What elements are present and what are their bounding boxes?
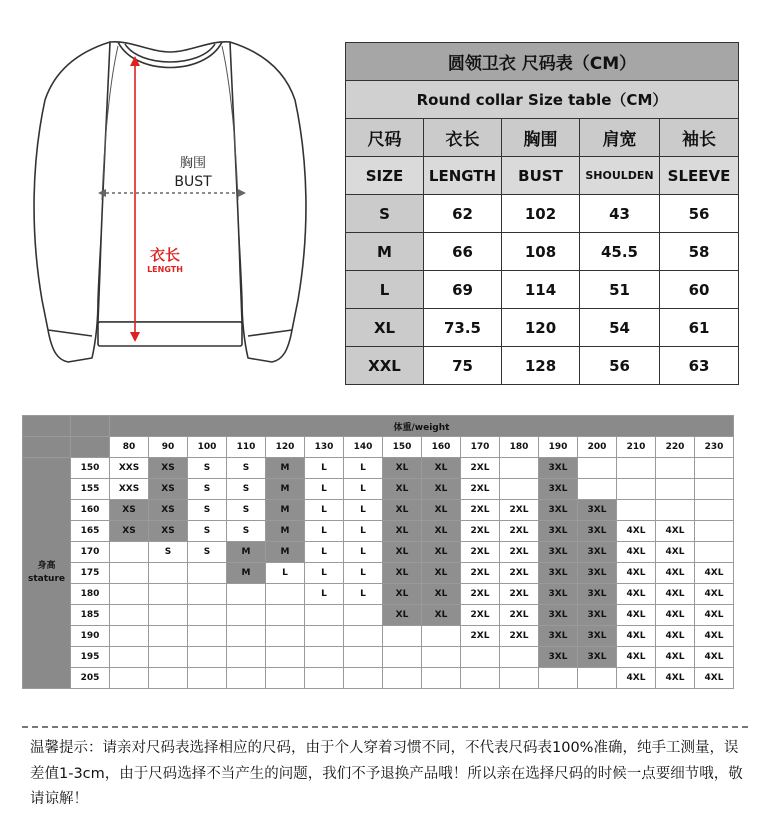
grid-cell: [188, 626, 227, 647]
grid-cell: XXS: [110, 458, 149, 479]
size-value: 54: [580, 309, 660, 347]
grid-row: [23, 563, 734, 584]
grid-cell: [110, 647, 149, 668]
grid-row: [23, 521, 734, 542]
weight-value: 100: [188, 437, 227, 458]
grid-cell: [500, 479, 539, 500]
grid-cell: 4XL: [617, 626, 656, 647]
grid-cell: 2XL: [500, 500, 539, 521]
grid-row: [23, 458, 734, 479]
size-value: 45.5: [580, 233, 660, 271]
grid-cell: 2XL: [461, 563, 500, 584]
grid-cell: 4XL: [695, 668, 734, 689]
grid-cell: 3XL: [539, 584, 578, 605]
grid-cell: [266, 626, 305, 647]
grid-cell: XL: [422, 458, 461, 479]
grid-cell: XL: [422, 563, 461, 584]
grid-cell: S: [227, 521, 266, 542]
grid-cell: S: [149, 542, 188, 563]
grid-cell: XL: [383, 563, 422, 584]
grid-cell: [149, 647, 188, 668]
grid-cell: M: [227, 542, 266, 563]
grid-cell: 4XL: [656, 626, 695, 647]
grid-cell: [422, 626, 461, 647]
grid-cell: S: [188, 500, 227, 521]
size-value: 60: [660, 271, 739, 309]
grid-cell: XL: [422, 500, 461, 521]
grid-cell: [383, 626, 422, 647]
grid-cell: [266, 668, 305, 689]
waistband: [98, 322, 242, 346]
grid-cell: [461, 668, 500, 689]
grid-cell: 3XL: [539, 479, 578, 500]
grid-cell: 4XL: [656, 605, 695, 626]
grid-cell: 4XL: [617, 584, 656, 605]
weight-value: 80: [110, 437, 149, 458]
grid-cell: [305, 605, 344, 626]
grid-cell: [344, 626, 383, 647]
grid-cell: [227, 605, 266, 626]
height-value: 170: [71, 542, 110, 563]
grid-cell: S: [188, 542, 227, 563]
sweater-diagram: [0, 0, 345, 390]
grid-cell: 3XL: [539, 500, 578, 521]
size-value: 102: [502, 195, 580, 233]
grid-cell: XXS: [110, 479, 149, 500]
size-value: 56: [660, 195, 739, 233]
grid-corner: [23, 416, 71, 437]
grid-cell: [110, 668, 149, 689]
grid-cell: XL: [422, 584, 461, 605]
stature-label-zh: 身高: [37, 561, 56, 571]
height-value: 185: [71, 605, 110, 626]
grid-cell: 4XL: [695, 647, 734, 668]
grid-cell: [188, 647, 227, 668]
grid-cell: XL: [422, 542, 461, 563]
size-value: 120: [502, 309, 580, 347]
grid-cell: [305, 668, 344, 689]
grid-cell: [695, 500, 734, 521]
grid-cell: 4XL: [656, 542, 695, 563]
dashed-divider: [22, 726, 748, 728]
header-zh: 尺码: [346, 119, 424, 157]
grid-cell: XL: [383, 458, 422, 479]
bust-label-en: BUST: [174, 174, 212, 190]
grid-cell: [578, 458, 617, 479]
weight-value: 140: [344, 437, 383, 458]
grid-cell: [656, 458, 695, 479]
header-zh: 肩宽: [580, 119, 660, 157]
grid-cell: [500, 647, 539, 668]
grid-cell: L: [344, 563, 383, 584]
grid-cell: [344, 647, 383, 668]
bust-label-zh: 胸围: [179, 156, 207, 171]
grid-cell: M: [227, 563, 266, 584]
size-value: 73.5: [424, 309, 502, 347]
grid-cell: [188, 584, 227, 605]
grid-cell: 3XL: [539, 563, 578, 584]
length-label-en: LENGTH: [147, 265, 183, 274]
grid-cell: 4XL: [617, 563, 656, 584]
grid-cell: XL: [422, 521, 461, 542]
grid-cell: 2XL: [461, 500, 500, 521]
body: [98, 42, 242, 322]
grid-cell: 4XL: [656, 521, 695, 542]
weight-value: 90: [149, 437, 188, 458]
grid-cell: XS: [149, 521, 188, 542]
grid-cell: [188, 605, 227, 626]
grid-row: [23, 479, 734, 500]
size-row: [346, 271, 739, 309]
size-label: L: [346, 271, 424, 309]
grid-cell: [149, 563, 188, 584]
grid-cell: XL: [422, 605, 461, 626]
size-row: [346, 195, 739, 233]
grid-cell: S: [188, 479, 227, 500]
grid-cell: 4XL: [695, 584, 734, 605]
grid-cell: XL: [383, 479, 422, 500]
size-value: 128: [502, 347, 580, 385]
grid-cell: [344, 668, 383, 689]
grid-cell: [188, 668, 227, 689]
grid-cell: L: [305, 563, 344, 584]
size-row: [346, 233, 739, 271]
grid-cell: [500, 458, 539, 479]
grid-cell: 4XL: [695, 605, 734, 626]
grid-corner: [71, 437, 110, 458]
grid-cell: 3XL: [578, 500, 617, 521]
grid-cell: 4XL: [656, 584, 695, 605]
grid-cell: L: [344, 479, 383, 500]
grid-cell: 2XL: [461, 521, 500, 542]
grid-row: [23, 605, 734, 626]
size-value: 114: [502, 271, 580, 309]
grid-cell: XL: [422, 479, 461, 500]
grid-cell: 4XL: [617, 605, 656, 626]
header-en: SHOULDEN: [580, 157, 660, 195]
grid-cell: 3XL: [578, 647, 617, 668]
grid-cell: 2XL: [500, 605, 539, 626]
size-table-subtitle: Round collar Size table（CM）: [346, 81, 739, 119]
grid-cell: 2XL: [461, 458, 500, 479]
stature-label-en: stature: [28, 574, 65, 584]
grid-cell: 3XL: [578, 521, 617, 542]
grid-cell: XS: [110, 500, 149, 521]
grid-cell: S: [188, 521, 227, 542]
size-value: 58: [660, 233, 739, 271]
grid-cell: XL: [383, 605, 422, 626]
grid-cell: [227, 668, 266, 689]
stature-label: [23, 458, 71, 689]
grid-row: [23, 500, 734, 521]
size-row: [346, 347, 739, 385]
grid-cell: 2XL: [461, 479, 500, 500]
grid-cell: [695, 542, 734, 563]
grid-row: [23, 647, 734, 668]
size-label: S: [346, 195, 424, 233]
height-value: 155: [71, 479, 110, 500]
weight-value: 220: [656, 437, 695, 458]
grid-cell: 4XL: [695, 563, 734, 584]
grid-cell: [110, 563, 149, 584]
grid-cell: 4XL: [617, 542, 656, 563]
weight-value: 150: [383, 437, 422, 458]
grid-cell: M: [266, 542, 305, 563]
size-value: 56: [580, 347, 660, 385]
grid-row: [23, 626, 734, 647]
grid-cell: [656, 500, 695, 521]
grid-cell: M: [266, 521, 305, 542]
grid-cell: [188, 563, 227, 584]
grid-cell: [695, 521, 734, 542]
grid-cell: L: [305, 521, 344, 542]
grid-corner: [23, 437, 71, 458]
height-value: 165: [71, 521, 110, 542]
grid-cell: 3XL: [578, 584, 617, 605]
grid-cell: 4XL: [656, 647, 695, 668]
grid-cell: 2XL: [500, 563, 539, 584]
grid-cell: 2XL: [500, 626, 539, 647]
grid-cell: M: [266, 479, 305, 500]
size-value: 63: [660, 347, 739, 385]
grid-cell: [461, 647, 500, 668]
size-row: [346, 309, 739, 347]
height-value: 175: [71, 563, 110, 584]
grid-cell: L: [344, 542, 383, 563]
grid-cell: M: [266, 500, 305, 521]
header-en: BUST: [502, 157, 580, 195]
grid-cell: [266, 584, 305, 605]
header-en: SIZE: [346, 157, 424, 195]
grid-cell: 3XL: [539, 605, 578, 626]
weight-height-grid: [22, 415, 734, 689]
size-value: 75: [424, 347, 502, 385]
grid-cell: 2XL: [461, 626, 500, 647]
grid-cell: L: [305, 584, 344, 605]
weight-value: 160: [422, 437, 461, 458]
grid-cell: XL: [383, 500, 422, 521]
grid-cell: 3XL: [578, 542, 617, 563]
grid-cell: [149, 605, 188, 626]
grid-cell: [305, 626, 344, 647]
height-value: 160: [71, 500, 110, 521]
size-value: 108: [502, 233, 580, 271]
size-value: 61: [660, 309, 739, 347]
grid-cell: [110, 584, 149, 605]
header-en: LENGTH: [424, 157, 502, 195]
grid-row: [23, 668, 734, 689]
grid-cell: S: [188, 458, 227, 479]
weight-value: 210: [617, 437, 656, 458]
grid-cell: [383, 647, 422, 668]
size-value: 62: [424, 195, 502, 233]
grid-cell: L: [344, 458, 383, 479]
size-value: 66: [424, 233, 502, 271]
grid-cell: [149, 584, 188, 605]
grid-cell: L: [305, 458, 344, 479]
header-zh: 袖长: [660, 119, 739, 157]
weight-value: 230: [695, 437, 734, 458]
grid-cell: [656, 479, 695, 500]
size-label: M: [346, 233, 424, 271]
length-label-zh: 衣长: [149, 246, 181, 264]
header-zh: 衣长: [424, 119, 502, 157]
grid-cell: XS: [110, 521, 149, 542]
notes-text: 温馨提示：请亲对尺码表选择相应的尺码，由于个人穿着习惯不同，不代表尺码表100%准确，纯手工测量，误差值1-3cm，由于尺码选择不当产生的问题，我们不予退换产品哦！所以亲在选择尺码的时候一点要细节哦，敬请谅解！: [30, 740, 743, 807]
grid-cell: 4XL: [617, 668, 656, 689]
grid-cell: XS: [149, 458, 188, 479]
header-en: SLEEVE: [660, 157, 739, 195]
size-table: [345, 42, 739, 385]
grid-cell: [539, 668, 578, 689]
height-value: 205: [71, 668, 110, 689]
grid-cell: XS: [149, 479, 188, 500]
grid-cell: 3XL: [578, 605, 617, 626]
grid-cell: [695, 458, 734, 479]
grid-cell: [617, 479, 656, 500]
grid-cell: [110, 605, 149, 626]
grid-cell: 4XL: [695, 626, 734, 647]
grid-cell: 4XL: [617, 647, 656, 668]
grid-cell: [266, 605, 305, 626]
grid-cell: [149, 626, 188, 647]
grid-cell: 3XL: [539, 521, 578, 542]
grid-cell: 2XL: [500, 542, 539, 563]
grid-cell: XS: [149, 500, 188, 521]
size-label: XXL: [346, 347, 424, 385]
grid-cell: 3XL: [539, 542, 578, 563]
grid-cell: L: [344, 521, 383, 542]
weight-value: 110: [227, 437, 266, 458]
grid-cell: [617, 500, 656, 521]
grid-cell: 2XL: [500, 584, 539, 605]
grid-cell: 4XL: [617, 521, 656, 542]
grid-cell: 3XL: [578, 626, 617, 647]
weight-value: 200: [578, 437, 617, 458]
grid-cell: 3XL: [539, 647, 578, 668]
grid-cell: S: [227, 479, 266, 500]
grid-cell: L: [344, 500, 383, 521]
height-value: 195: [71, 647, 110, 668]
grid-cell: [422, 668, 461, 689]
grid-cell: 2XL: [461, 605, 500, 626]
grid-cell: L: [305, 542, 344, 563]
grid-cell: S: [227, 458, 266, 479]
grid-row: [23, 584, 734, 605]
grid-cell: L: [266, 563, 305, 584]
grid-cell: [344, 605, 383, 626]
grid-cell: [227, 584, 266, 605]
grid-cell: L: [344, 584, 383, 605]
grid-cell: 4XL: [656, 563, 695, 584]
height-value: 180: [71, 584, 110, 605]
grid-cell: 2XL: [461, 542, 500, 563]
grid-cell: [227, 647, 266, 668]
grid-cell: [422, 647, 461, 668]
grid-cell: 3XL: [539, 458, 578, 479]
grid-corner: [71, 416, 110, 437]
grid-cell: [149, 668, 188, 689]
grid-cell: XL: [383, 521, 422, 542]
grid-cell: S: [227, 500, 266, 521]
weight-value: 130: [305, 437, 344, 458]
grid-cell: [500, 668, 539, 689]
grid-cell: [695, 479, 734, 500]
weight-value: 170: [461, 437, 500, 458]
weight-value: 190: [539, 437, 578, 458]
grid-cell: 3XL: [578, 563, 617, 584]
grid-cell: [578, 668, 617, 689]
size-table-title: 圆领卫衣 尺码表（CM）: [346, 43, 739, 81]
grid-cell: [305, 647, 344, 668]
grid-cell: [227, 626, 266, 647]
grid-cell: [266, 647, 305, 668]
grid-cell: [578, 479, 617, 500]
size-value: 51: [580, 271, 660, 309]
grid-cell: [110, 542, 149, 563]
grid-cell: M: [266, 458, 305, 479]
weight-header: 体重/weight: [110, 416, 734, 437]
grid-cell: 4XL: [656, 668, 695, 689]
height-value: 150: [71, 458, 110, 479]
grid-cell: [383, 668, 422, 689]
grid-row: [23, 542, 734, 563]
grid-cell: XL: [383, 542, 422, 563]
size-value: 69: [424, 271, 502, 309]
height-value: 190: [71, 626, 110, 647]
weight-value: 180: [500, 437, 539, 458]
grid-cell: 3XL: [539, 626, 578, 647]
grid-cell: XL: [383, 584, 422, 605]
weight-value: 120: [266, 437, 305, 458]
grid-cell: [110, 626, 149, 647]
grid-cell: 2XL: [461, 584, 500, 605]
grid-cell: [617, 458, 656, 479]
header-zh: 胸围: [502, 119, 580, 157]
grid-cell: L: [305, 479, 344, 500]
size-value: 43: [580, 195, 660, 233]
size-label: XL: [346, 309, 424, 347]
grid-cell: 2XL: [500, 521, 539, 542]
grid-cell: L: [305, 500, 344, 521]
